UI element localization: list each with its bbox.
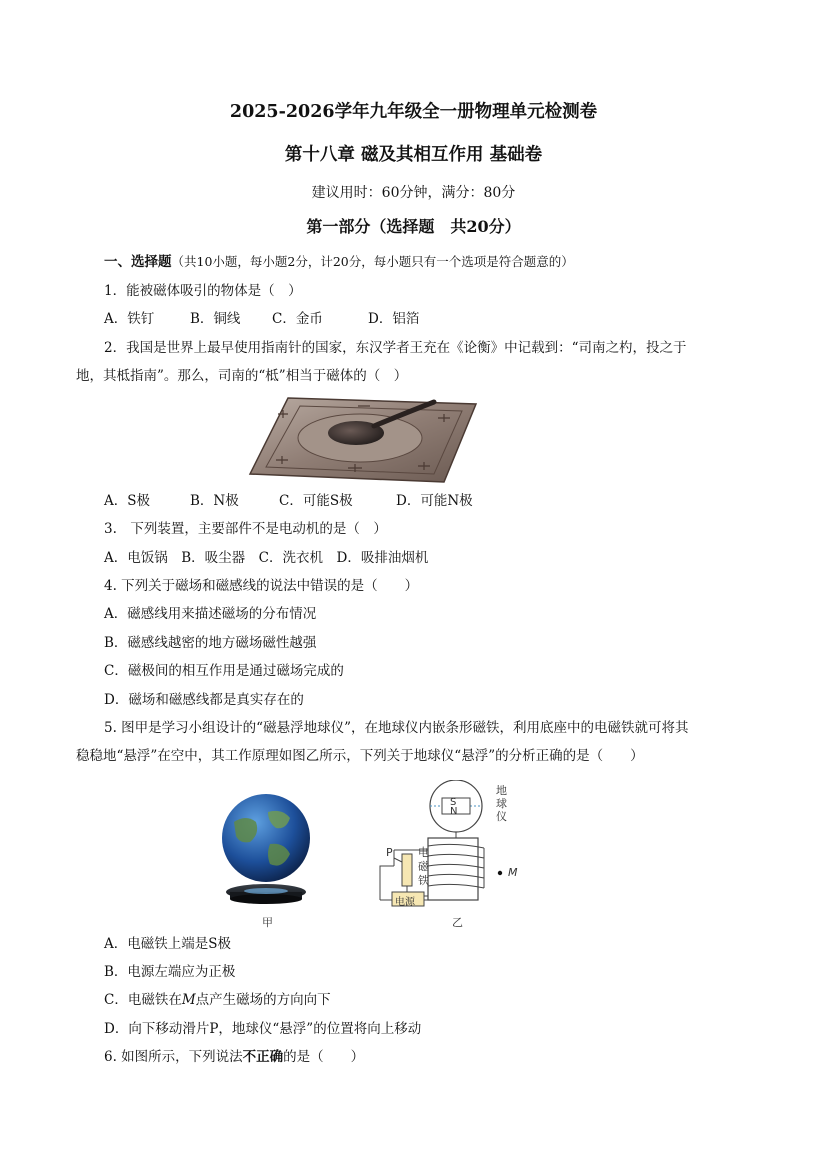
q5-option-c-post: 点产生磁场的方向向下 — [195, 992, 331, 1008]
q1-option-d: D．铝箔 — [368, 311, 420, 327]
q3-options: A．电饭锅 B．吸尘器 C．洗衣机 D．吸排油烟机 — [104, 550, 429, 566]
q5-option-c-m: M — [181, 992, 196, 1008]
globe-label-char: 仪 — [496, 810, 507, 823]
globe-label — [496, 784, 507, 823]
q5-option-b: B．电源左端应为正极 — [104, 964, 236, 980]
q1-option-b: B．铜线 — [190, 311, 241, 327]
q6-stem-bold: 不正确 — [242, 1049, 284, 1065]
q5-option-c-pre: C．电磁铁在 — [104, 992, 182, 1008]
q4-option-a: A．磁感线用来描述磁场的分布情况 — [104, 606, 317, 622]
q2-stem-line1: 2．我国是世界上最早使用指南针的国家，东汉学者王充在《论衡》中记载到：“司南之杓，投之于 — [104, 340, 687, 356]
q5-option-a: A．电磁铁上端是S极 — [104, 936, 231, 952]
q5-option-c — [104, 991, 331, 1009]
exam-title: 2025-2026学年九年级全一册物理单元检测卷 — [229, 102, 598, 122]
time-info: 建议用时：60分钟，满分：80分 — [311, 185, 516, 201]
magnet-label-n: N — [450, 806, 458, 817]
electromagnet-label — [418, 846, 429, 888]
point-m-label: M — [508, 866, 518, 879]
q4-stem: 4. 下列关于磁场和磁感线的说法中错误的是（ ） — [104, 578, 419, 594]
figure-caption-jia: 甲 — [262, 916, 273, 929]
q2-option-b: B．N极 — [190, 493, 239, 509]
q5-stem-line1: 5. 图甲是学习小组设计的“磁悬浮地球仪”，在地球仪内嵌条形磁铁，利用底座中的电磁铁就可将其 — [104, 720, 689, 736]
power-label: 电源 — [395, 897, 415, 908]
sinan-figure — [248, 394, 478, 486]
section-heading — [104, 253, 574, 271]
globe-label-char: 球 — [496, 797, 507, 810]
section-title: 一、选择题 — [104, 254, 172, 270]
q4-option-c: C．磁极间的相互作用是通过磁场完成的 — [104, 663, 344, 679]
globe-label-char: 地 — [496, 784, 507, 797]
electromagnet-label-char: 磁 — [418, 860, 429, 873]
q4-option-d: D．磁场和磁感线都是真实存在的 — [104, 692, 304, 708]
slider-label-p: P — [386, 846, 393, 859]
q5-option-d: D．向下移动滑片P，地球仪“悬浮”的位置将向上移动 — [104, 1021, 422, 1037]
chapter-title: 第十八章 磁及其相互作用 基础卷 — [284, 145, 543, 165]
q5-stem-line2: 稳稳地“悬浮”在空中，其工作原理如图乙所示，下列关于地球仪“悬浮”的分析正确的是（ ） — [76, 748, 644, 764]
q3-stem: 3. 下列装置，主要部件不是电动机的是（ ） — [104, 521, 387, 537]
figure-caption-yi: 乙 — [452, 916, 463, 929]
q6-stem — [104, 1048, 364, 1066]
q1-stem: 1．能被磁体吸引的物体是（ ） — [104, 283, 302, 299]
q2-stem-line2: 地，其柢指南”。那么，司南的“柢”相当于磁体的（ ） — [76, 368, 408, 384]
q1-option-c: C．金币 — [272, 311, 323, 327]
electromagnet-label-char: 铁 — [418, 874, 429, 887]
q1-option-a: A．铁钉 — [104, 311, 155, 327]
q2-option-a: A．S极 — [104, 493, 150, 509]
q2-option-c: C．可能S极 — [279, 493, 353, 509]
magnet-label-s: S — [450, 797, 457, 808]
maglev-globe-figure — [220, 792, 320, 912]
q4-option-b: B．磁感线越密的地方磁场磁性越强 — [104, 635, 317, 651]
part-heading: 第一部分（选择题 共20分） — [306, 217, 521, 236]
section-note: （共10小题，每小题2分，计20分，每小题只有一个选项是符合题意的） — [171, 254, 574, 269]
q6-stem-pre: 6. 如图所示，下列说法 — [104, 1049, 243, 1065]
q2-option-d: D．可能N极 — [396, 493, 473, 509]
electromagnet-label-char: 电 — [418, 846, 429, 859]
q6-stem-post: 的是（ ） — [283, 1049, 365, 1065]
